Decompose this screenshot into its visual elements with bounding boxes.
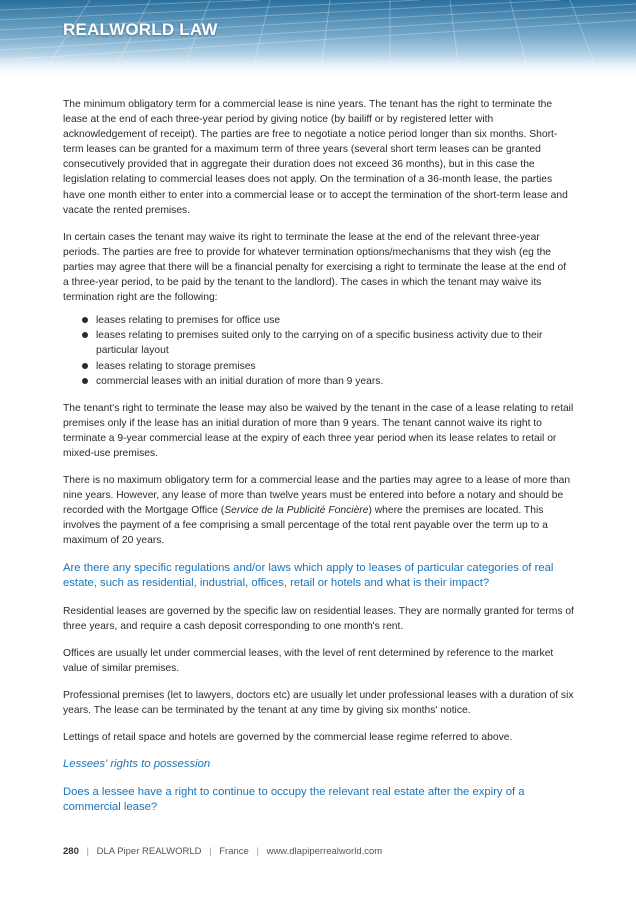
banner-title: REALWORLD LAW	[63, 20, 218, 39]
question-heading: Are there any specific regulations and/or laws which apply to leases of particular categories of real estate, such as residential, industrial, offices, retail or hotels and what is their impact?	[63, 561, 554, 590]
body-paragraph: In certain cases the tenant may waive its right to terminate the lease at the end of the relevant three-year periods. The parties are free to provide for whatever termination options/mechanisms that they wish (eg the parties may agree that there will be a financial penalty for exercising a right to terminate the lease at the end of a three-year period, to be paid by the tenant to the landlord). The cases in which the tenant may waive its termination right are the following:	[63, 231, 567, 304]
body-paragraph: The minimum obligatory term for a commercial lease is nine years. The tenant has the right to terminate the lease at the end of each three-year period by giving notice (by bailiff or by registered letter with acknowledgement of receipt). The parties are free to negotiate a notice period longer than six months. Short-term leases can be granted for a maximum term of three years (several short term leases can be granted consecutively provided that in aggregate their duration does not exceed 36 months), but in this case the legislation relating to commercial leases does not apply. On the termination of a 36-month lease, the parties have one month either to enter into a commercial lease or to accept the termination of the short-term lease and vacate the rented premises.	[63, 99, 568, 216]
footer-country: France	[219, 846, 249, 857]
paragraph-text: ) where the premises are located. This involves the payment of a fee comprising a small percentage of the total rent payable over the term up to a maximum of 20 years.	[63, 505, 548, 547]
list-item-text: leases relating to premises for office use	[96, 315, 281, 327]
list-item	[79, 359, 574, 374]
header-banner	[0, 0, 636, 78]
footer-website[interactable]: www.dlapiperrealworld.com	[266, 846, 383, 857]
document-body	[63, 97, 574, 828]
list-item	[79, 313, 574, 328]
body-paragraph: Offices are usually let under commercial leases, with the level of rent determined by reference to the market value of similar premises.	[63, 647, 554, 674]
footer-separator: |	[256, 846, 259, 857]
page-footer	[63, 846, 382, 857]
bullet-list	[63, 313, 574, 388]
footer-separator: |	[86, 846, 89, 857]
bullet-icon	[82, 317, 88, 323]
list-item-text: leases relating to storage premises	[96, 360, 256, 372]
list-item	[79, 374, 574, 389]
list-item	[79, 328, 574, 358]
body-paragraph: Professional premises (let to lawyers, doctors etc) are usually let under professional leases with a duration of six years. The lease can be terminated by the tenant at any time by giving six months' notice.	[63, 689, 574, 716]
list-item-text: leases relating to premises suited only to the carrying on of a specific business activity due to their particular layout	[96, 330, 543, 357]
italic-term: Service de la Publicité Foncière	[224, 505, 369, 517]
bullet-icon	[82, 332, 88, 338]
body-paragraph	[63, 473, 574, 548]
paragraph-text: There is no maximum obligatory term for a commercial lease and the parties may agree to a lease of more than nine years. However, any lease of more than twelve years must be entered into before a notary and should be recorded with the Mortgage Office (	[63, 475, 571, 517]
footer-separator: |	[209, 846, 212, 857]
footer-publication: DLA Piper REALWORLD	[96, 846, 202, 857]
page-number: 280	[63, 846, 79, 857]
bullet-icon	[82, 363, 88, 369]
section-heading: Lessees' rights to possession	[63, 758, 211, 771]
body-paragraph: Residential leases are governed by the specific law on residential leases. They are normally granted for terms of three years, and require a cash deposit corresponding to one month's rent.	[63, 605, 574, 632]
list-item-text: commercial leases with an initial duration of more than 9 years.	[96, 375, 384, 387]
question-heading: Does a lessee have a right to continue to occupy the relevant real estate after the expiry of a commercial lease?	[63, 785, 525, 814]
body-paragraph: The tenant's right to terminate the lease may also be waived by the tenant in the case of a lease relating to retail premises only if the lease has an initial duration of more than 9 years. The tenant cannot waive its right to terminate a 9-year commercial lease at the expiry of each three year period when its lease relates to retail or mixed-use premises.	[63, 402, 574, 459]
body-paragraph: Lettings of retail space and hotels are governed by the commercial lease regime referred to above.	[63, 732, 513, 744]
bullet-icon	[82, 378, 88, 384]
